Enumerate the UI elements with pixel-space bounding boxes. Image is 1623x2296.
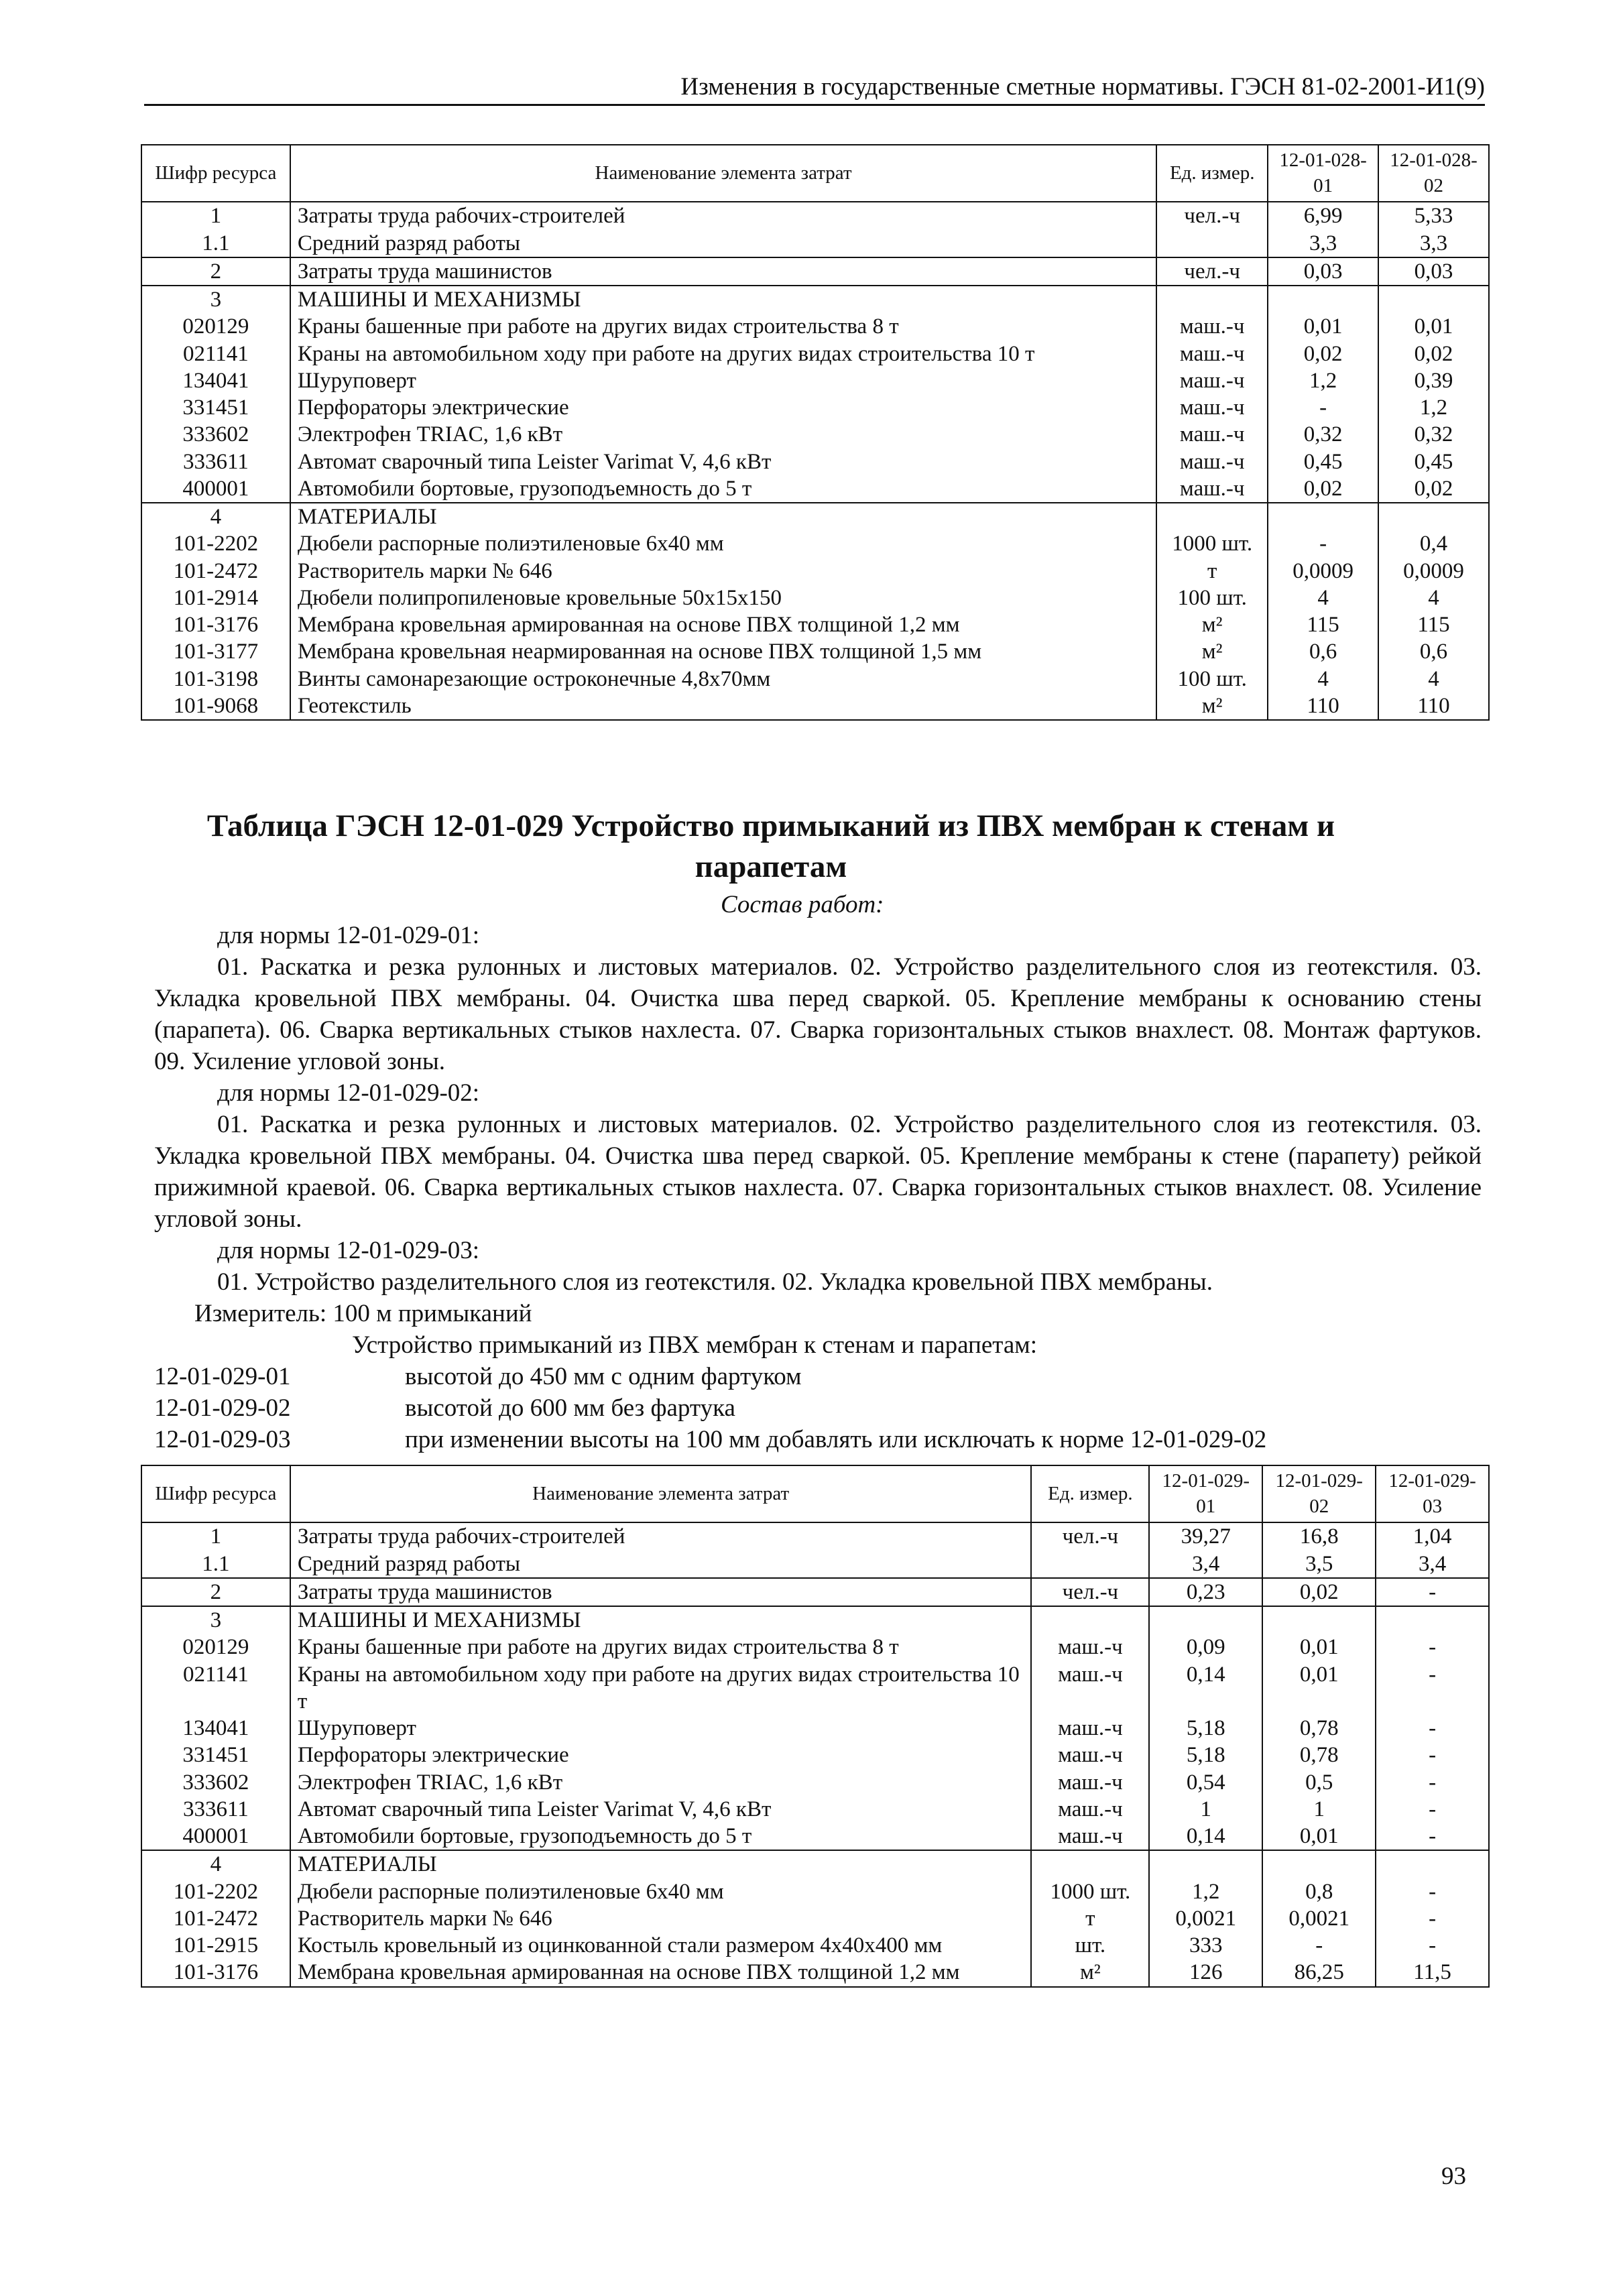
norm-table-12-01-028 [141,144,1490,721]
resource-code: 333611 [141,448,290,475]
cost-element-name: Автомобили бортовые, грузоподъемность до 5 т [290,1823,1032,1850]
cost-element-name: Автомат сварочный типа Leister Varimat V, 4,6 кВт [290,448,1156,475]
norm-value: 3,3 [1268,230,1378,257]
norm-value: 0,03 [1268,257,1378,286]
cost-element-name: Средний разряд работы [290,1551,1032,1578]
norm-value: 0,4 [1378,530,1489,557]
unit-of-measure: чел.-ч [1031,1578,1149,1606]
cost-element-name: Дюбели распорные полиэтиленовые 6x40 мм [290,530,1156,557]
norm-value: 0,8 [1262,1878,1376,1905]
cost-element-name: Геотекстиль [290,692,1156,720]
norm-value [1149,1850,1262,1878]
norm-value: 0,0021 [1262,1905,1376,1932]
resource-code: 1 [141,1522,290,1550]
norm-value: 0,14 [1149,1661,1262,1715]
unit-of-measure: маш.-ч [1031,1823,1149,1850]
table-row [141,1551,1489,1578]
norm-value: 0,54 [1149,1769,1262,1796]
norm-desc: при изменении высоты на 100 мм добавлять или исключать к норме 12-01-029-02 [405,1426,1267,1453]
table-row [141,692,1489,720]
resource-code: 3 [141,1606,290,1634]
cost-element-name: Затраты труда машинистов [290,1578,1032,1606]
norm-value: 333 [1149,1932,1262,1959]
norm-value: - [1376,1796,1489,1823]
work-text: 01. Раскатка и резка рулонных и листовых материалов. 02. Устройство разделительного слоя из геотекстиля. 03. Укладка кровельной ПВХ мембраны. 04. Очистка шва перед сваркой. 05. Крепление мембраны к стене (парапету) рейкой прижимной краевой. 06. Сварка вертикальных стыков нахлеста. 07. Сварка горизонтальных стыков внахлест. 08. Усиление угловой зоны. [154,1111,1482,1233]
norm-value: 0,6 [1268,638,1378,665]
norm-value: 5,18 [1149,1742,1262,1768]
cost-element-name: Краны башенные при работе на других видах строительства 8 т [290,313,1156,340]
cost-element-name: МАШИНЫ И МЕХАНИЗМЫ [290,1606,1032,1634]
norm-value: 5,33 [1378,202,1489,229]
column-header: 12-01-029-01 [1149,1465,1262,1522]
unit-of-measure [1031,1850,1149,1878]
unit-of-measure [1031,1606,1149,1634]
norm-value: 0,45 [1378,448,1489,475]
norm-value: 0,02 [1262,1578,1376,1606]
column-header: Шифр ресурса [141,145,290,202]
norm-value: 1,2 [1149,1878,1262,1905]
unit-of-measure: м² [1156,692,1268,720]
norm-value: 0,0021 [1149,1905,1262,1932]
resource-code: 1.1 [141,230,290,257]
works-composition [154,920,1482,1455]
cost-element-name: Перфораторы электрические [290,1742,1032,1768]
page-number: 93 [1441,2163,1466,2190]
norm-value: - [1376,1905,1489,1932]
table-row [141,1823,1489,1850]
norm-value: 3,5 [1262,1551,1376,1578]
resource-code: 101-3176 [141,1959,290,1986]
table-row [141,286,1489,313]
norm-value [1376,1850,1489,1878]
table-row [141,1661,1489,1715]
norm-value: - [1268,394,1378,421]
column-header: 12-01-028-02 [1378,145,1489,202]
table-row [141,202,1489,229]
cost-element-name: Затраты труда машинистов [290,257,1156,286]
unit-of-measure: маш.-ч [1156,367,1268,394]
resource-code: 101-9068 [141,692,290,720]
unit-of-measure: чел.-ч [1156,257,1268,286]
unit-of-measure: маш.-ч [1031,1661,1149,1715]
resource-code: 2 [141,1578,290,1606]
table-row [141,530,1489,557]
unit-of-measure: маш.-ч [1156,448,1268,475]
unit-of-measure: маш.-ч [1156,341,1268,367]
cost-element-name: Краны башенные при работе на других видах строительства 8 т [290,1634,1032,1660]
norm-value: - [1376,1715,1489,1742]
cost-element-name: МАТЕРИАЛЫ [290,503,1156,530]
norm-value: 115 [1378,611,1489,638]
norm-value [1376,1606,1489,1634]
work-label: для нормы 12-01-029-02: [217,1079,480,1107]
table-row [141,1905,1489,1932]
column-header: 12-01-029-03 [1376,1465,1489,1522]
table-title: Таблица ГЭСН 12-01-029 Устройство примыканий из ПВХ мембран к стенам и парапетам [206,808,1335,885]
table-row [141,1742,1489,1768]
work-label: для нормы 12-01-029-01: [217,922,480,949]
norm-value: 1,2 [1378,394,1489,421]
resource-code: 4 [141,1850,290,1878]
resource-code: 400001 [141,475,290,503]
table-row [141,394,1489,421]
table-row [141,230,1489,257]
resource-code: 101-3198 [141,666,290,692]
cost-element-name: Затраты труда рабочих-строителей [290,202,1156,229]
cost-element-name: Краны на автомобильном ходу при работе на других видах строительства 10 т [290,1661,1032,1715]
norm-value: - [1376,1769,1489,1796]
norm-value [1268,503,1378,530]
norm-table-12-01-029 [141,1465,1490,1988]
norm-value: 0,01 [1378,313,1489,340]
norm-value: 0,02 [1268,341,1378,367]
norm-line [154,1424,1482,1455]
norm-value [1268,286,1378,313]
table-row [141,1715,1489,1742]
norm-value: 86,25 [1262,1959,1376,1986]
norm-value: - [1268,530,1378,557]
unit-of-measure: чел.-ч [1031,1522,1149,1550]
unit-of-measure: маш.-ч [1031,1715,1149,1742]
cost-element-name: Дюбели полипропиленовые кровельные 50x15x150 [290,585,1156,611]
cost-element-name: МАШИНЫ И МЕХАНИЗМЫ [290,286,1156,313]
norm-line [154,1392,1482,1424]
norm-value: - [1376,1742,1489,1768]
resource-code: 3 [141,286,290,313]
norm-value: - [1376,1823,1489,1850]
unit-of-measure [1031,1551,1149,1578]
resource-code: 101-3177 [141,638,290,665]
column-header: Наименование элемента затрат [290,145,1156,202]
norm-value: 0,01 [1262,1634,1376,1660]
table-row [141,421,1489,448]
resource-code: 101-3176 [141,611,290,638]
resource-code: 101-2202 [141,1878,290,1905]
table-row [141,1850,1489,1878]
table-row [141,448,1489,475]
table-row [141,313,1489,340]
resource-code: 400001 [141,1823,290,1850]
unit-of-measure: м² [1156,638,1268,665]
norm-value: 0,09 [1149,1634,1262,1660]
norm-value: 3,4 [1149,1551,1262,1578]
cost-element-name: Электрофен TRIAC, 1,6 кВт [290,1769,1032,1796]
unit-of-measure: маш.-ч [1156,313,1268,340]
norm-value: 115 [1268,611,1378,638]
work-text: 01. Раскатка и резка рулонных и листовых материалов. 02. Устройство разделительного слоя из геотекстиля. 03. Укладка кровельной ПВХ мембраны. 04. Очистка шва перед сваркой. 05. Крепление мембраны к основанию стены (парапета). 06. Сварка вертикальных стыков нахлеста. 07. Сварка горизонтальных стыков внахлест. 08. Монтаж фартуков. 09. Усиление угловой зоны. [154,953,1482,1075]
resource-code: 1.1 [141,1551,290,1578]
cost-element-name: Мембрана кровельная неармированная на основе ПВХ толщиной 1,5 мм [290,638,1156,665]
running-header: Изменения в государственные сметные нормативы. ГЭСН 81-02-2001-И1(9) [144,72,1485,106]
cost-element-name: Растворитель марки № 646 [290,558,1156,585]
norm-value: 4 [1378,585,1489,611]
unit-of-measure: м² [1156,611,1268,638]
composition-label: Состав работ: [721,891,884,918]
norm-code: 12-01-029-03 [154,1426,291,1453]
norm-value: 3,3 [1378,230,1489,257]
norm-line [154,1361,1482,1392]
cost-element-name: Автомобили бортовые, грузоподъемность до 5 т [290,475,1156,503]
unit-of-measure: маш.-ч [1031,1769,1149,1796]
table-row [141,558,1489,585]
norm-value: 4 [1268,666,1378,692]
cost-element-name: Краны на автомобильном ходу при работе на других видах строительства 10 т [290,341,1156,367]
norm-value [1262,1606,1376,1634]
cost-element-name: Мембрана кровельная армированная на основе ПВХ толщиной 1,2 мм [290,1959,1032,1986]
norm-value: 3,4 [1376,1551,1489,1578]
norm-value: 0,0009 [1378,558,1489,585]
cost-element-name: Костыль кровельный из оцинкованной стали размером 4x40x400 мм [290,1932,1032,1959]
cost-element-name: Перфораторы электрические [290,394,1156,421]
unit-of-measure: маш.-ч [1031,1796,1149,1823]
column-header: Шифр ресурса [141,1465,290,1522]
norm-value [1378,286,1489,313]
table-row [141,475,1489,503]
cost-element-name: Электрофен TRIAC, 1,6 кВт [290,421,1156,448]
resource-code: 333602 [141,1769,290,1796]
norm-value: - [1376,1634,1489,1660]
norm-value: 126 [1149,1959,1262,1986]
unit-of-measure: 100 шт. [1156,585,1268,611]
norm-value: 0,32 [1268,421,1378,448]
norm-value: - [1376,1878,1489,1905]
norm-value: 0,78 [1262,1715,1376,1742]
unit-of-measure: маш.-ч [1031,1742,1149,1768]
norm-value: 110 [1268,692,1378,720]
norm-value: 110 [1378,692,1489,720]
resource-code: 2 [141,257,290,286]
unit-of-measure: 100 шт. [1156,666,1268,692]
table-row [141,611,1489,638]
table-row [141,367,1489,394]
norm-value: 39,27 [1149,1522,1262,1550]
norm-value: 0,02 [1268,475,1378,503]
norm-value: 5,18 [1149,1715,1262,1742]
table-row [141,1878,1489,1905]
resource-code: 101-2914 [141,585,290,611]
table-row [141,1932,1489,1959]
norm-value: 0,03 [1378,257,1489,286]
norm-value: 1 [1262,1796,1376,1823]
cost-element-name: Автомат сварочный типа Leister Varimat V, 4,6 кВт [290,1796,1032,1823]
resource-code: 101-2472 [141,1905,290,1932]
resource-code: 333611 [141,1796,290,1823]
unit-of-measure: маш.-ч [1031,1634,1149,1660]
table-row [141,638,1489,665]
column-header: Наименование элемента затрат [290,1465,1032,1522]
column-header: 12-01-029-02 [1262,1465,1376,1522]
norm-value: 0,0009 [1268,558,1378,585]
norm-value: 6,99 [1268,202,1378,229]
norms-subtitle: Устройство примыканий из ПВХ мембран к стенам и парапетам: [352,1331,1037,1359]
work-text: 01. Устройство разделительного слоя из геотекстиля. 02. Укладка кровельной ПВХ мембраны. [217,1268,1213,1296]
work-label: для нормы 12-01-029-03: [217,1237,480,1264]
resource-code: 333602 [141,421,290,448]
norm-value: - [1376,1661,1489,1715]
table-row [141,503,1489,530]
unit-of-measure: т [1156,558,1268,585]
norm-value: 1 [1149,1796,1262,1823]
norm-code: 12-01-029-02 [154,1394,291,1422]
norm-desc: высотой до 450 мм с одним фартуком [405,1363,802,1390]
resource-code: 021141 [141,341,290,367]
table-row [141,1578,1489,1606]
cost-element-name: Шуруповерт [290,367,1156,394]
table-row [141,1796,1489,1823]
unit-of-measure: 1000 шт. [1031,1878,1149,1905]
resource-code: 101-2472 [141,558,290,585]
norm-value: 1,2 [1268,367,1378,394]
norm-value: 0,23 [1149,1578,1262,1606]
norm-value: 0,01 [1262,1823,1376,1850]
norm-value: 0,39 [1378,367,1489,394]
norm-value: 0,01 [1268,313,1378,340]
resource-code: 101-2915 [141,1932,290,1959]
resource-code: 1 [141,202,290,229]
norm-value: 4 [1378,666,1489,692]
resource-code: 020129 [141,1634,290,1660]
norm-value: 0,01 [1262,1661,1376,1715]
cost-element-name: Растворитель марки № 646 [290,1905,1032,1932]
norm-value: 0,6 [1378,638,1489,665]
unit-of-measure: маш.-ч [1156,475,1268,503]
cost-element-name: Винты самонарезающие остроконечные 4,8x70мм [290,666,1156,692]
norm-value: 0,5 [1262,1769,1376,1796]
norm-value: 16,8 [1262,1522,1376,1550]
norm-value: 0,14 [1149,1823,1262,1850]
norm-value: - [1376,1932,1489,1959]
column-header: Ед. измер. [1031,1465,1149,1522]
norm-value: 0,02 [1378,341,1489,367]
unit-of-measure: чел.-ч [1156,202,1268,229]
norm-value: - [1376,1578,1489,1606]
cost-element-name: Затраты труда рабочих-строителей [290,1522,1032,1550]
cost-element-name: МАТЕРИАЛЫ [290,1850,1032,1878]
resource-code: 101-2202 [141,530,290,557]
table-row [141,257,1489,286]
unit-of-measure [1156,286,1268,313]
resource-code: 020129 [141,313,290,340]
cost-element-name: Дюбели распорные полиэтиленовые 6x40 мм [290,1878,1032,1905]
norm-value [1262,1850,1376,1878]
cost-element-name: Шуруповерт [290,1715,1032,1742]
norm-value: 11,5 [1376,1959,1489,1986]
table-row [141,1606,1489,1634]
cost-element-name: Средний разряд работы [290,230,1156,257]
unit-of-measure [1156,503,1268,530]
resource-code: 021141 [141,1661,290,1715]
unit-of-measure: т [1031,1905,1149,1932]
norm-value: 0,32 [1378,421,1489,448]
table-row [141,1634,1489,1660]
table-row [141,666,1489,692]
norm-value: 0,45 [1268,448,1378,475]
column-header: Ед. измер. [1156,145,1268,202]
unit-of-measure: маш.-ч [1156,394,1268,421]
resource-code: 134041 [141,367,290,394]
table-row [141,341,1489,367]
resource-code: 331451 [141,394,290,421]
unit-of-measure: м² [1031,1959,1149,1986]
unit-of-measure: маш.-ч [1156,421,1268,448]
table-row [141,1522,1489,1550]
resource-code: 331451 [141,1742,290,1768]
unit-of-measure: шт. [1031,1932,1149,1959]
resource-code: 4 [141,503,290,530]
cost-element-name: Мембрана кровельная армированная на основе ПВХ толщиной 1,2 мм [290,611,1156,638]
measure-unit: Измеритель: 100 м примыканий [194,1300,532,1327]
norm-value: 4 [1268,585,1378,611]
unit-of-measure [1156,230,1268,257]
table-row [141,1769,1489,1796]
column-header: 12-01-028-01 [1268,145,1378,202]
norm-value: 0,78 [1262,1742,1376,1768]
resource-code: 134041 [141,1715,290,1742]
norm-value [1378,503,1489,530]
norm-value [1149,1606,1262,1634]
unit-of-measure: 1000 шт. [1156,530,1268,557]
table-row [141,585,1489,611]
norm-desc: высотой до 600 мм без фартука [405,1394,735,1422]
norm-code: 12-01-029-01 [154,1363,291,1390]
table-row [141,1959,1489,1986]
norm-value: 1,04 [1376,1522,1489,1550]
norm-value: - [1262,1932,1376,1959]
norm-value: 0,02 [1378,475,1489,503]
